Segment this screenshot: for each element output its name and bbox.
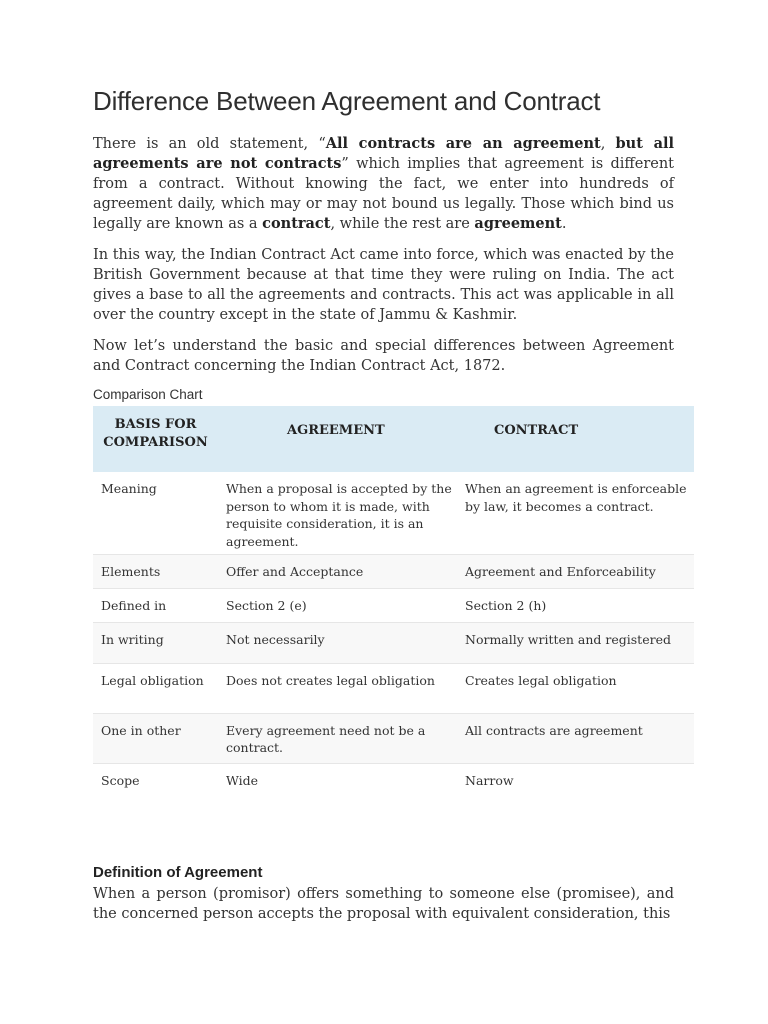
table-row — [93, 763, 694, 797]
cell-basis: In writing — [93, 622, 218, 663]
intro-bold-2: but all agreements are not contracts — [93, 135, 674, 172]
cell-basis: Defined in — [93, 588, 218, 622]
intro-paragraph — [93, 134, 674, 234]
cell-basis: Legal obligation — [93, 663, 218, 713]
cell-basis: Meaning — [101, 481, 157, 496]
cell-agreement: Not necessarily — [218, 622, 457, 663]
cell-agreement — [218, 472, 457, 554]
intro-text-2: , — [600, 136, 616, 152]
cell-contract: All contracts are agreement — [457, 713, 694, 763]
header-contract: CONTRACT — [494, 423, 579, 438]
cell-contract: Agreement and Enforceability — [457, 554, 694, 588]
intro-bold-1: All contracts are an agreement — [325, 135, 601, 152]
cell-contract: When an agreement is enforceable by law, it becomes a contract. — [465, 481, 687, 514]
cell-basis: Elements — [93, 554, 218, 588]
table-row — [93, 472, 694, 554]
cell-basis: One in other — [93, 713, 218, 763]
cell-contract: Section 2 (h) — [457, 588, 694, 622]
cell-agreement: Every agreement need not be a contract. — [218, 713, 457, 763]
definition-paragraph: When a person (promisor) offers something to someone else (promisee), and the concerned person accepts the proposal with equivalent consideration, this — [93, 886, 674, 922]
header-basis-line2: COMPARISON — [103, 435, 208, 450]
intro-text-1: There is an old statement, “ — [93, 136, 326, 152]
header-basis — [93, 406, 218, 472]
intro-text-3: ” which implies that agreement is different from a contract. Without knowing the fact, we enter into hundreds of agreement daily, which may or may not bound us legally. Those which bind us legally are known as a — [93, 156, 674, 232]
cell-contract: Creates legal obligation — [457, 663, 694, 713]
header-basis-line1: BASIS FOR — [114, 417, 197, 432]
cell-contract: Narrow — [457, 763, 694, 797]
table-header-row — [93, 406, 694, 472]
cell-agreement: Section 2 (e) — [218, 588, 457, 622]
table-row — [93, 554, 694, 588]
header-agreement: AGREEMENT — [287, 423, 385, 438]
intro-text-4: , while the rest are — [330, 216, 475, 232]
table-row — [93, 588, 694, 622]
cell-agreement-text: When a proposal is accepted by the person to whom it is made, with requisite consideration, it is an agreement. — [226, 481, 452, 549]
cell-basis: Scope — [93, 763, 218, 797]
intro-bold-3: contract — [262, 215, 331, 232]
cell-agreement: Offer and Acceptance — [218, 554, 457, 588]
definition-heading: Definition of Agreement — [93, 864, 263, 881]
table-row — [93, 663, 694, 713]
paragraph-differences-intro: Now let’s understand the basic and special differences between Agreement and Contract concerning the Indian Contract Act, 1872. — [93, 338, 674, 374]
table-row — [93, 713, 694, 763]
comparison-chart-label: Comparison Chart — [93, 387, 203, 402]
cell-agreement: Does not creates legal obligation — [218, 663, 457, 713]
page-title: Difference Between Agreement and Contract — [93, 86, 601, 116]
intro-bold-4: agreement — [474, 215, 562, 232]
intro-text-5: . — [561, 216, 567, 232]
cell-agreement: Wide — [218, 763, 457, 797]
comparison-table — [93, 406, 694, 797]
paragraph-contract-act: In this way, the Indian Contract Act came into force, which was enacted by the British Government because at that time they were ruling on India. The act gives a base to all the agreements and contracts. This act was applicable in all over the country except in the state of Jammu & Kashmir. — [93, 247, 674, 323]
cell-contract: Normally written and registered — [457, 622, 694, 663]
table-row — [93, 622, 694, 663]
